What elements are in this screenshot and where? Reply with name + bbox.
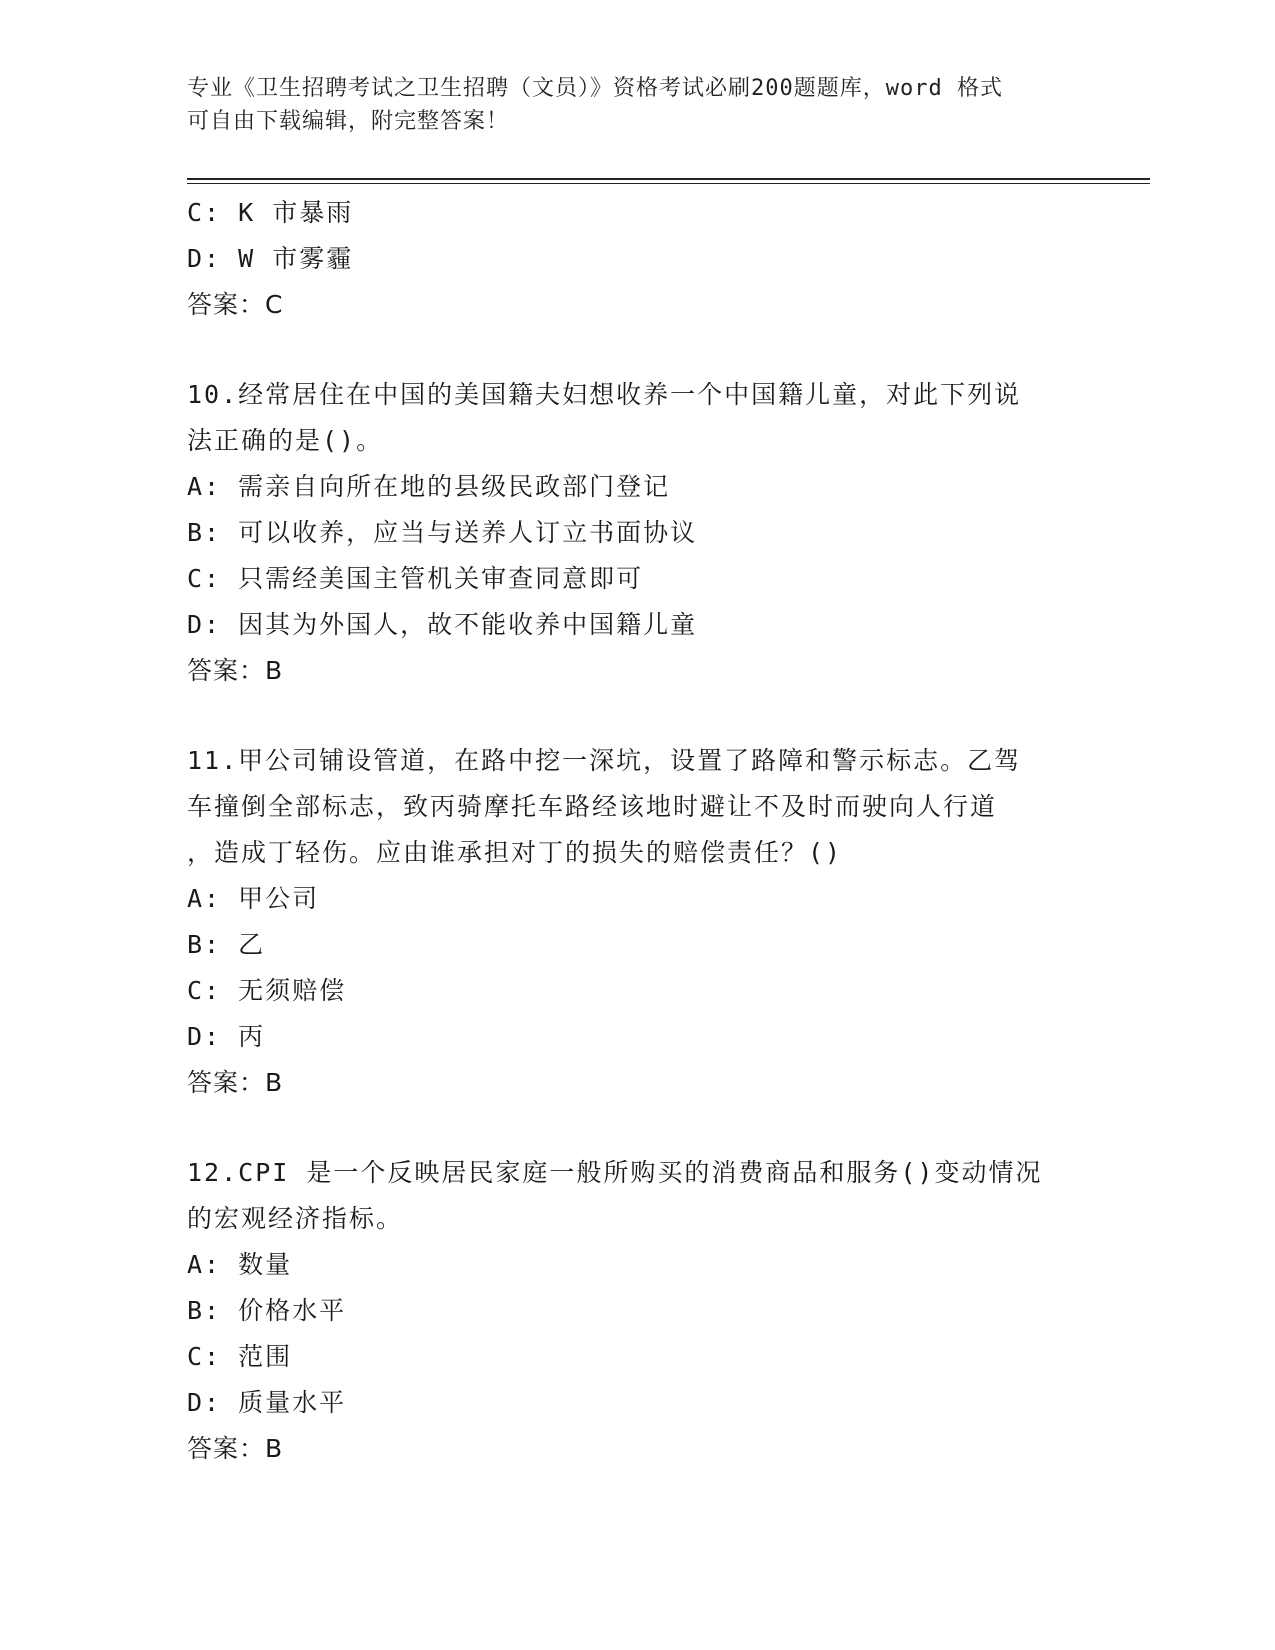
header-line-2: 可自由下载编辑，附完整答案！: [187, 109, 510, 134]
question-stem-line: 的宏观经济指标。: [187, 1204, 404, 1233]
question-11: [187, 738, 1087, 1106]
header-line-1: 专业《卫生招聘考试之卫生招聘（文员）》资格考试必刷200题题库，word 格式: [187, 76, 1003, 101]
option-c: C: 只需经美国主管机关审查同意即可: [187, 564, 644, 593]
option-a: A: 数量: [187, 1250, 293, 1279]
document-header: [187, 72, 1067, 138]
header-rule-thin: [187, 183, 1150, 184]
question-stem-line: 10.经常居住在中国的美国籍夫妇想收养一个中国籍儿童，对此下列说: [187, 380, 1022, 409]
question-stem-line: 车撞倒全部标志，致丙骑摩托车路经该地时避让不及时而驶向人行道: [187, 792, 998, 821]
question-stem-line: 11.甲公司铺设管道，在路中挖一深坑，设置了路障和警示标志。乙驾: [187, 746, 1022, 775]
option-d: D: 因其为外国人，故不能收养中国籍儿童: [187, 610, 698, 639]
answer-line: 答案：C: [187, 290, 284, 319]
answer-line: 答案：B: [187, 656, 284, 685]
question-stem-line: ，造成丁轻伤。应由谁承担对丁的损失的赔偿责任？(): [187, 838, 843, 867]
question-stem-line: 12.CPI 是一个反映居民家庭一般所购买的消费商品和服务()变动情况: [187, 1158, 1043, 1187]
option-c: C: 范围: [187, 1342, 293, 1371]
option-a: A: 甲公司: [187, 884, 320, 913]
option-c: C: 无须赔偿: [187, 976, 347, 1005]
option-b: B: 可以收养，应当与送养人订立书面协议: [187, 518, 698, 547]
option-c: C: K 市暴雨: [187, 198, 354, 227]
answer-line: 答案：B: [187, 1068, 284, 1097]
option-d: D: W 市雾霾: [187, 244, 354, 273]
document-body: [187, 190, 1087, 1472]
question-10: [187, 372, 1087, 694]
option-b: B: 价格水平: [187, 1296, 347, 1325]
option-d: D: 质量水平: [187, 1388, 347, 1417]
option-d: D: 丙: [187, 1022, 266, 1051]
option-a: A: 需亲自向所在地的县级民政部门登记: [187, 472, 671, 501]
answer-line: 答案：B: [187, 1434, 284, 1463]
option-b: B: 乙: [187, 930, 266, 959]
question-stem-line: 法正确的是()。: [187, 426, 384, 455]
question-12: [187, 1150, 1087, 1472]
header-rule-thick: [187, 178, 1150, 180]
